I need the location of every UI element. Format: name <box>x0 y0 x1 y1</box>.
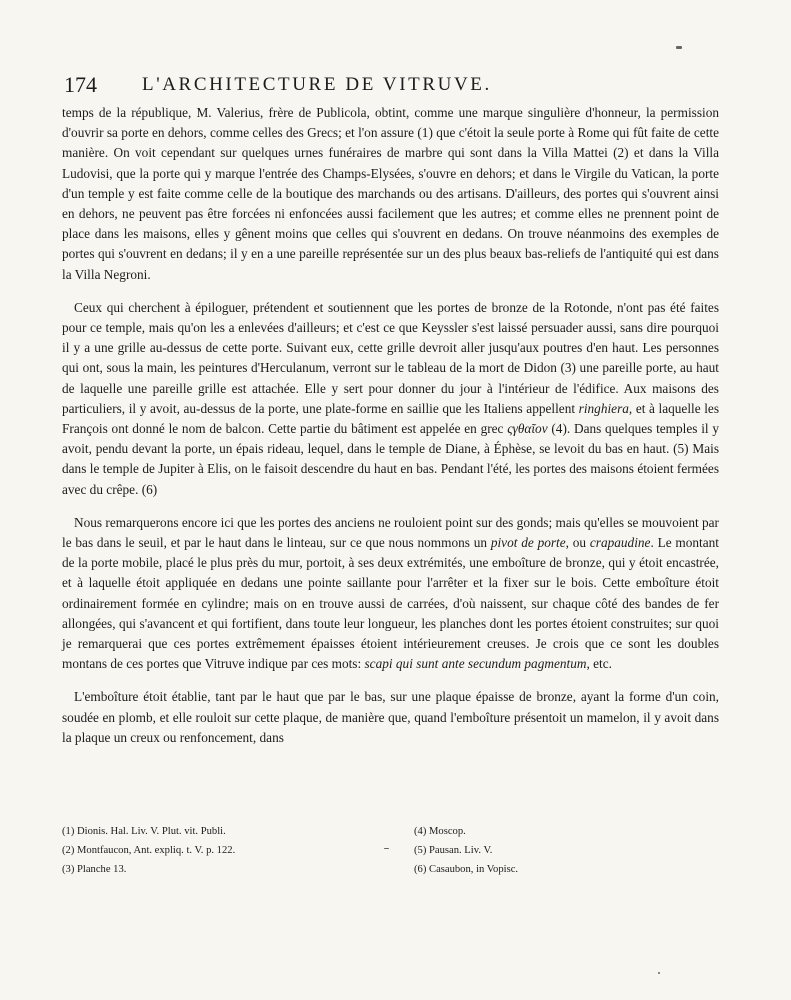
footnote-1: (1) Dionis. Hal. Liv. V. Plut. vit. Publi. <box>62 826 226 837</box>
text-run: (4). Dans quelques temples il y avoit, pendu devant la porte, un épais rideau, lequel, dans le temple de Diane, à Éphèse, se levoit du bas en haut. (5) Mais dans le temple de Jupiter à Elis, on le faisoit descendre du haut en bas. Pendant l'été, les portes des maisons étoient fermées avec du crêpe. (6) <box>62 421 719 497</box>
text-run: . Le montant de la porte mobile, placé le plus près du mur, portoit, à ses deux extrémités, une emboîture de bronze, qui y étoit encastrée, et à laquelle étoit appliquée en dedans une pointe saillante pour l'arrêter et la fixer sur le bois. Cette emboîture étoit ordinairement formée en cylindre; mais on en trouve aussi de carrées, d'où naissent, sur chaque côté des bandes de fer allongées, qui s'avancent et qui fortifient, dans toute leur longueur, les planches dont les portes étoient construites; sur quoi je remarquerai que ces portes extrêmement épaisses étoient intérieurement creuses. Je crois que ce sont les doubles montans de ces portes que Vitruve indique par ces mots: <box>62 535 719 672</box>
footnote-5: (5) Pausan. Liv. V. <box>414 845 493 856</box>
text-run: , ou <box>565 535 590 551</box>
scan-speck <box>676 46 682 49</box>
footnote-2: (2) Montfaucon, Ant. expliq. t. V. p. 122. <box>62 845 236 856</box>
text-run: Nous remarquerons encore ici que les portes des anciens ne rouloient point sur des gonds; mais qu'elles se mouvoient par le bas dans le seuil, et par le haut dans le linteau, sur ce que nous nommons un <box>62 514 719 551</box>
page-header <box>64 72 724 102</box>
italic-phrase: pivot de porte <box>490 535 566 551</box>
body-text <box>62 103 719 748</box>
text-run: L'emboîture étoit établie, tant par le haut que par le bas, sur une plaque épaisse de bronze, ayant la forme d'un coin, soudée en plomb, et elle rouloit sur cette plaque, de manière que, quand l'emboîture présentoit un mamelon, il y avoit dans la plaque un creux ou renfoncement, dans <box>62 689 719 745</box>
footnotes-left-column <box>62 822 392 879</box>
footnote-6: (6) Casaubon, in Vopisc. <box>414 864 519 875</box>
scan-speck <box>384 848 389 849</box>
text-run: , etc. <box>586 656 612 672</box>
italic-phrase: crapaudine <box>589 535 651 551</box>
italic-phrase: scapi qui sunt ante secundum pagmentum <box>364 656 587 672</box>
footnote-4: (4) Moscop. <box>414 826 466 837</box>
footnote-3: (3) Planche 13. <box>62 864 127 875</box>
italic-phrase: ringhiera <box>578 400 629 416</box>
text-run: temps de la république, M. Valerius, frère de Publicola, obtint, comme une marque singulière d'honneur, la permission d'ouvrir sa porte en dehors, comme celles des Grecs; et l'on assure (1) que c'étoit la seule porte à Rome qui fût faite de cette manière. On voit cependant sur quelques urnes funéraires de marbre qui sont dans la Villa Mattei (2) et dans la Villa Ludovisi, que la porte qui y marque l'entrée des Champs-Elysées, s'ouvre en dehors; et dans le Virgile du Vatican, la porte d'un temple y est faite comme celle de la boutique des marchands ou des artisans. D'ailleurs, des portes qui s'ouvrent ainsi en dehors, ne peuvent pas être forcées ni enfoncées aussi facilement que les autres; et comme elles ne prennent point de place dans les maisons, elles y gênent moins que celles qui s'ouvrent en dedans. On trouve néanmoins des exemples de portes qui s'ouvrent en dedans; il y en a une pareille représentée sur un des plus beaux bas-reliefs de l'antiquité qui est dans la Villa Negroni. <box>62 105 719 282</box>
scan-speck <box>658 972 660 974</box>
paragraph-3 <box>62 513 719 675</box>
paragraph-2 <box>62 298 719 500</box>
running-title: L'ARCHITECTURE DE VITRUVE. <box>142 74 492 95</box>
paragraph-1 <box>62 103 719 285</box>
page-number: 174 <box>64 72 97 97</box>
text-run: , et à laquelle les François ont donné le nom de balcon. Cette partie du bâtiment est appelée en grec <box>62 400 719 437</box>
italic-phrase: ςγθαῖον <box>507 421 548 437</box>
paragraph-4 <box>62 687 719 748</box>
footnotes-right-column <box>414 822 714 879</box>
text-run: Ceux qui cherchent à épiloguer, prétendent et soutiennent que les portes de bronze de la Rotonde, n'ont pas été faites pour ce temple, mais qu'on les a enlevées d'ailleurs; et c'est ce que Keyssler s'est laissé persuader aussi, sans dire pourquoi il y a une grille au-dessus de cette porte. Suivant eux, cette grille devroit aller jusqu'aux poutres d'en haut. Les personnes qui ont, sous la main, les peintures d'Herculanum, verront sur le tableau de la mort de Didon (3) une pareille porte, au haut de laquelle une pareille grille est attachée. Elle y sert pour donner du jour à l'intérieur de l'édifice. Aux maisons des particuliers, il y avoit, au-dessus de la porte, une plate-forme en saillie que les Italiens appellent <box>62 299 719 416</box>
